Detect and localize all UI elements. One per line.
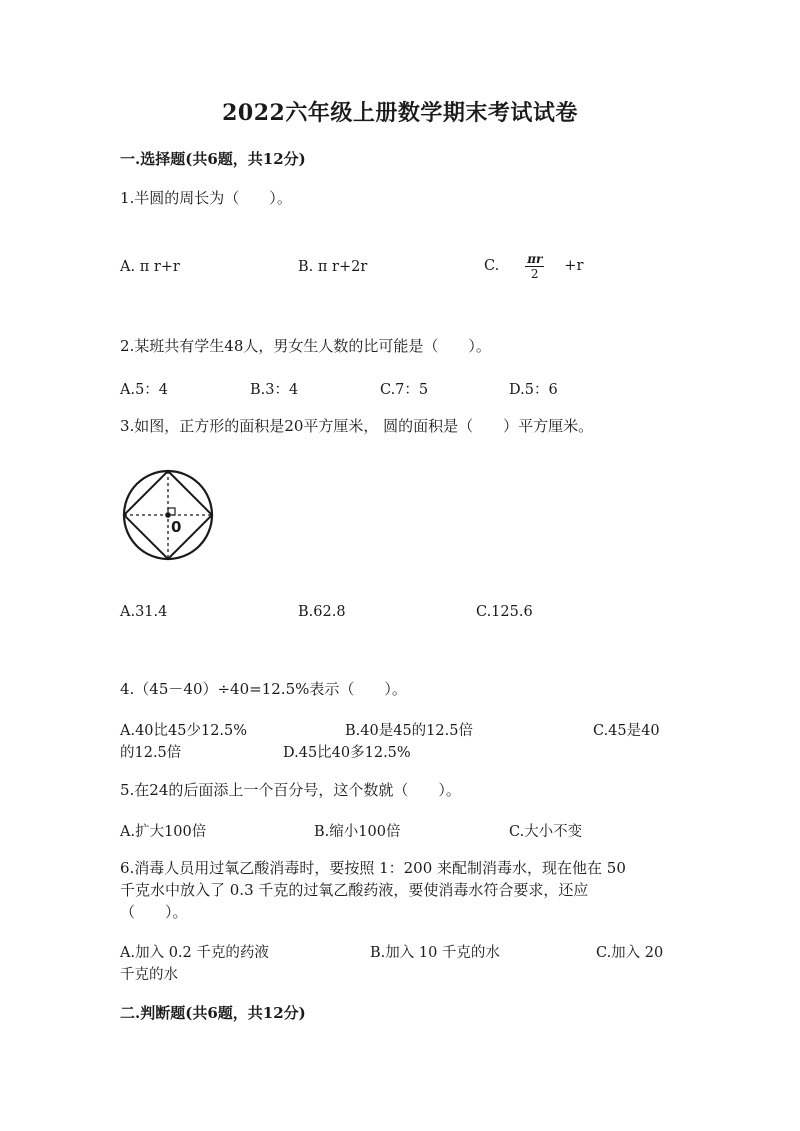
question-5-option-c: C.大小不变: [509, 824, 583, 840]
question-6-text-line-1: 6.消毒人员用过氧乙酸消毒时，要按照 1：200 来配制消毒水，现在他在 50: [120, 859, 626, 877]
question-2-option-c: C.7：5: [380, 382, 429, 398]
question-2-text: 2.某班共有学生48人，男女生人数的比可能是（ ）。: [120, 337, 491, 355]
question-6-text-line-2: 千克水中放入了 0.3 千克的过氧乙酸药液，要使消毒水符合要求，还应: [120, 881, 589, 899]
question-6-option-c-continued: 千克的水: [120, 967, 178, 983]
question-5-text: 5.在24的后面添上一个百分号，这个数就（ ）。: [120, 781, 461, 799]
question-3-option-a: A.31.4: [120, 604, 168, 620]
figure-center-label: 0: [171, 518, 182, 536]
question-1-option-c-tail: +r: [564, 258, 584, 274]
question-4-option-a: A.40比45少12.5%: [120, 723, 248, 739]
question-6-option-c: C.加入 20: [596, 945, 664, 961]
fraction-denominator: 2: [530, 266, 539, 281]
section-heading-judgement: 二.判断题(共6题，共12分): [120, 1004, 306, 1022]
question-5-option-a: A.扩大100倍: [120, 824, 207, 840]
question-6-text-line-3: （ ）。: [120, 903, 188, 921]
question-1-option-c-fraction: [525, 252, 544, 281]
question-3-option-c: C.125.6: [476, 604, 533, 620]
question-3-option-b: B.62.8: [298, 604, 346, 620]
question-5-option-b: B.缩小100倍: [314, 824, 401, 840]
fraction-numerator: πr: [527, 251, 543, 266]
question-2-option-b: B.3：4: [250, 382, 299, 398]
question-1-text: 1.半圆的周长为（ ）。: [120, 189, 292, 207]
question-4-option-d: D.45比40多12.5%: [283, 745, 411, 761]
question-1-option-c: [484, 244, 583, 288]
question-2-option-a: A.5：4: [120, 382, 169, 398]
question-4-option-c-continued: 的12.5倍: [120, 745, 182, 761]
question-1-option-c-label: C.: [484, 258, 500, 274]
question-4-option-c: C.45是40: [593, 723, 660, 739]
question-6-option-b: B.加入 10 千克的水: [370, 945, 500, 961]
page-title: 2022六年级上册数学期末考试试卷: [222, 100, 578, 126]
section-heading-choice: 一.选择题(共6题，共12分): [120, 150, 306, 168]
figure-center-dot: [165, 512, 171, 518]
question-2-option-d: D.5：6: [509, 382, 558, 398]
question-3-text: 3.如图，正方形的面积是20平方厘米， 圆的面积是（ ）平方厘米。: [120, 417, 594, 435]
question-6-option-a: A.加入 0.2 千克的药液: [120, 945, 269, 961]
question-4-text: 4.（45－40）÷40=12.5%表示（ ）。: [120, 680, 407, 698]
question-1-option-b: B. π r+2r: [298, 259, 368, 275]
question-4-option-b: B.40是45的12.5倍: [345, 723, 473, 739]
circle-square-figure: [120, 468, 216, 564]
question-1-option-a: A. π r+r: [120, 259, 180, 275]
